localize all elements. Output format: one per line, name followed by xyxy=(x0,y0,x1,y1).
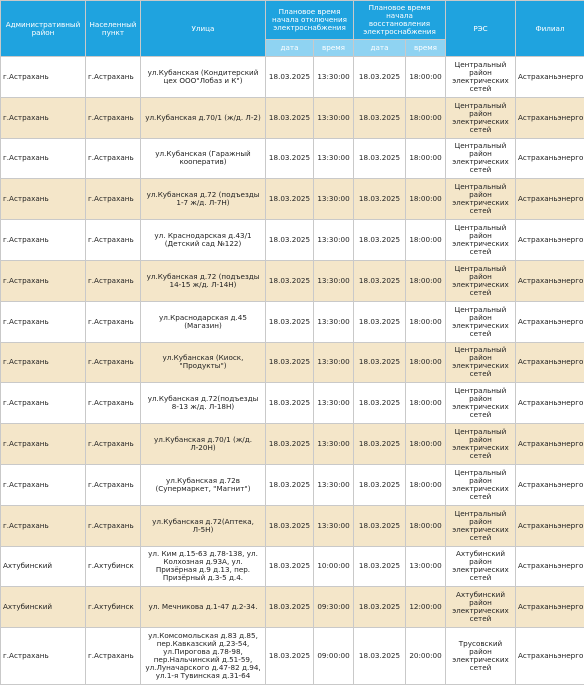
street-cell: ул.Кубанская д.72в (Супермаркет, "Магнит") xyxy=(141,464,266,505)
locality-cell: г.Ахтубинск xyxy=(86,546,141,587)
on-time-cell: 12:00:00 xyxy=(406,587,446,628)
on-time-cell: 18:00:00 xyxy=(406,464,446,505)
res-cell: Трусовский район электрических сетей xyxy=(446,628,516,685)
locality-cell: г.Астрахань xyxy=(86,342,141,383)
locality-cell: г.Астрахань xyxy=(86,260,141,301)
table-row xyxy=(1,179,584,220)
on-date-cell: 18.03.2025 xyxy=(354,342,406,383)
table-row xyxy=(1,301,584,342)
on-date-cell: 18.03.2025 xyxy=(354,383,406,424)
branch-cell: Астраханьэнерго xyxy=(516,57,584,98)
table-row xyxy=(1,260,584,301)
header-res: РЭС xyxy=(446,1,516,57)
district-cell: г.Астрахань xyxy=(1,383,86,424)
on-date-cell: 18.03.2025 xyxy=(354,260,406,301)
res-cell: Центральный район электрических сетей xyxy=(446,342,516,383)
table-row xyxy=(1,587,584,628)
off-date-cell: 18.03.2025 xyxy=(266,587,314,628)
on-time-cell: 18:00:00 xyxy=(406,383,446,424)
district-cell: г.Астрахань xyxy=(1,301,86,342)
off-time-cell: 13:30:00 xyxy=(314,342,354,383)
res-cell: Центральный район электрических сетей xyxy=(446,464,516,505)
street-cell: ул.Кубанская (Гаражный кооператив) xyxy=(141,138,266,179)
branch-cell: Астраханьэнерго xyxy=(516,546,584,587)
off-date-cell: 18.03.2025 xyxy=(266,383,314,424)
off-time-cell: 13:30:00 xyxy=(314,464,354,505)
off-time-cell: 13:30:00 xyxy=(314,383,354,424)
on-date-cell: 18.03.2025 xyxy=(354,628,406,685)
subheader-off-time: время xyxy=(314,40,354,57)
off-date-cell: 18.03.2025 xyxy=(266,301,314,342)
res-cell: Центральный район электрических сетей xyxy=(446,220,516,261)
table-row xyxy=(1,342,584,383)
branch-cell: Астраханьэнерго xyxy=(516,301,584,342)
street-cell: ул.Кубанская д.70/1 (ж/д. Л-2) xyxy=(141,97,266,138)
table-row xyxy=(1,138,584,179)
branch-cell: Астраханьэнерго xyxy=(516,424,584,465)
on-time-cell: 20:00:00 xyxy=(406,628,446,685)
branch-cell: Астраханьэнерго xyxy=(516,628,584,685)
off-date-cell: 18.03.2025 xyxy=(266,342,314,383)
locality-cell: г.Астрахань xyxy=(86,97,141,138)
branch-cell: Астраханьэнерго xyxy=(516,505,584,546)
locality-cell: г.Астрахань xyxy=(86,628,141,685)
off-date-cell: 18.03.2025 xyxy=(266,424,314,465)
header-on-time: Плановое время начала восстановления электроснабжения xyxy=(354,1,446,40)
res-cell: Центральный район электрических сетей xyxy=(446,260,516,301)
res-cell: Центральный район электрических сетей xyxy=(446,301,516,342)
district-cell: Ахтубинский xyxy=(1,587,86,628)
street-cell: ул.Кубанская д.72(подъезды 8-13 ж/д. Л-18Н) xyxy=(141,383,266,424)
res-cell: Центральный район электрических сетей xyxy=(446,424,516,465)
off-time-cell: 13:30:00 xyxy=(314,179,354,220)
on-date-cell: 18.03.2025 xyxy=(354,301,406,342)
on-date-cell: 18.03.2025 xyxy=(354,220,406,261)
table-row xyxy=(1,97,584,138)
table-row xyxy=(1,57,584,98)
on-date-cell: 18.03.2025 xyxy=(354,57,406,98)
on-time-cell: 18:00:00 xyxy=(406,260,446,301)
on-time-cell: 18:00:00 xyxy=(406,57,446,98)
on-time-cell: 18:00:00 xyxy=(406,179,446,220)
table-row xyxy=(1,546,584,587)
street-cell: ул.Комсомольская д.83 д.85, пер.Кавказский д.23-54, ул.Пирогова д.78-98, пер.Нальчинский д.51-59, ул.Луначарского д.47-82 д.94, ул.1-я Тувинская д.31-64 xyxy=(141,628,266,685)
locality-cell: г.Ахтубинск xyxy=(86,587,141,628)
off-time-cell: 13:30:00 xyxy=(314,138,354,179)
locality-cell: г.Астрахань xyxy=(86,383,141,424)
off-date-cell: 18.03.2025 xyxy=(266,546,314,587)
table-row xyxy=(1,464,584,505)
district-cell: г.Астрахань xyxy=(1,424,86,465)
on-time-cell: 18:00:00 xyxy=(406,97,446,138)
district-cell: г.Астрахань xyxy=(1,138,86,179)
district-cell: г.Астрахань xyxy=(1,342,86,383)
branch-cell: Астраханьэнерго xyxy=(516,260,584,301)
street-cell: ул. Мечникова д.1-47 д.2-34. xyxy=(141,587,266,628)
on-time-cell: 13:00:00 xyxy=(406,546,446,587)
district-cell: г.Астрахань xyxy=(1,464,86,505)
street-cell: ул.Кубанская д.70/1 (ж/д. Л-20Н) xyxy=(141,424,266,465)
on-date-cell: 18.03.2025 xyxy=(354,424,406,465)
res-cell: Центральный район электрических сетей xyxy=(446,57,516,98)
on-date-cell: 18.03.2025 xyxy=(354,97,406,138)
off-time-cell: 13:30:00 xyxy=(314,505,354,546)
table-row xyxy=(1,220,584,261)
branch-cell: Астраханьэнерго xyxy=(516,179,584,220)
on-date-cell: 18.03.2025 xyxy=(354,138,406,179)
locality-cell: г.Астрахань xyxy=(86,57,141,98)
header-street: Улица xyxy=(141,1,266,57)
table-row xyxy=(1,628,584,685)
on-date-cell: 18.03.2025 xyxy=(354,505,406,546)
branch-cell: Астраханьэнерго xyxy=(516,342,584,383)
res-cell: Центральный район электрических сетей xyxy=(446,383,516,424)
res-cell: Ахтубинский район электрических сетей xyxy=(446,587,516,628)
on-time-cell: 18:00:00 xyxy=(406,505,446,546)
res-cell: Ахтубинский район электрических сетей xyxy=(446,546,516,587)
street-cell: ул.Кубанская д.72 (подъезды 1-7 ж/д. Л-7Н) xyxy=(141,179,266,220)
off-date-cell: 18.03.2025 xyxy=(266,464,314,505)
district-cell: г.Астрахань xyxy=(1,505,86,546)
street-cell: ул. Краснодарская д.43/1 (Детский сад №122) xyxy=(141,220,266,261)
on-time-cell: 18:00:00 xyxy=(406,301,446,342)
off-time-cell: 13:30:00 xyxy=(314,97,354,138)
on-time-cell: 18:00:00 xyxy=(406,220,446,261)
off-date-cell: 18.03.2025 xyxy=(266,138,314,179)
header-branch: Филиал xyxy=(516,1,584,57)
district-cell: г.Астрахань xyxy=(1,179,86,220)
res-cell: Центральный район электрических сетей xyxy=(446,138,516,179)
branch-cell: Астраханьэнерго xyxy=(516,587,584,628)
locality-cell: г.Астрахань xyxy=(86,424,141,465)
subheader-on-time: время xyxy=(406,40,446,57)
on-date-cell: 18.03.2025 xyxy=(354,587,406,628)
locality-cell: г.Астрахань xyxy=(86,301,141,342)
locality-cell: г.Астрахань xyxy=(86,220,141,261)
subheader-on-date: дата xyxy=(354,40,406,57)
on-time-cell: 18:00:00 xyxy=(406,342,446,383)
off-date-cell: 18.03.2025 xyxy=(266,179,314,220)
off-time-cell: 13:30:00 xyxy=(314,424,354,465)
off-date-cell: 18.03.2025 xyxy=(266,220,314,261)
branch-cell: Астраханьэнерго xyxy=(516,138,584,179)
locality-cell: г.Астрахань xyxy=(86,179,141,220)
locality-cell: г.Астрахань xyxy=(86,138,141,179)
off-time-cell: 09:00:00 xyxy=(314,628,354,685)
on-date-cell: 18.03.2025 xyxy=(354,546,406,587)
district-cell: г.Астрахань xyxy=(1,260,86,301)
off-time-cell: 09:30:00 xyxy=(314,587,354,628)
district-cell: г.Астрахань xyxy=(1,97,86,138)
district-cell: г.Астрахань xyxy=(1,220,86,261)
off-time-cell: 13:30:00 xyxy=(314,220,354,261)
res-cell: Центральный район электрических сетей xyxy=(446,505,516,546)
locality-cell: г.Астрахань xyxy=(86,505,141,546)
street-cell: ул.Кубанская д.72(Аптека, Л-5Н) xyxy=(141,505,266,546)
on-date-cell: 18.03.2025 xyxy=(354,179,406,220)
subheader-off-date: дата xyxy=(266,40,314,57)
off-time-cell: 13:30:00 xyxy=(314,260,354,301)
off-date-cell: 18.03.2025 xyxy=(266,57,314,98)
off-date-cell: 18.03.2025 xyxy=(266,97,314,138)
header-locality: Населенный пункт xyxy=(86,1,141,57)
on-time-cell: 18:00:00 xyxy=(406,424,446,465)
street-cell: ул. Ким д.15-63 д.78-138, ул. Колхозная д.93А, ул. Призёрная д.9 д.13, пер. Призёрный д.3-5 д.4. xyxy=(141,546,266,587)
street-cell: ул.Кубанская (Кондитерский цех ООО"Лобаз и К") xyxy=(141,57,266,98)
off-date-cell: 18.03.2025 xyxy=(266,260,314,301)
off-time-cell: 13:30:00 xyxy=(314,57,354,98)
district-cell: г.Астрахань xyxy=(1,57,86,98)
off-date-cell: 18.03.2025 xyxy=(266,505,314,546)
street-cell: ул.Кубанская д.72 (подъезды 14-15 ж/д. Л-14Н) xyxy=(141,260,266,301)
table-row xyxy=(1,424,584,465)
header-off-time: Плановое время начала отключения электроснабжения xyxy=(266,1,354,40)
on-time-cell: 18:00:00 xyxy=(406,138,446,179)
off-time-cell: 13:30:00 xyxy=(314,301,354,342)
res-cell: Центральный район электрических сетей xyxy=(446,97,516,138)
table-row xyxy=(1,383,584,424)
header-district: Административный район xyxy=(1,1,86,57)
district-cell: г.Астрахань xyxy=(1,628,86,685)
district-cell: Ахтубинский xyxy=(1,546,86,587)
branch-cell: Астраханьэнерго xyxy=(516,97,584,138)
branch-cell: Астраханьэнерго xyxy=(516,383,584,424)
table-row xyxy=(1,505,584,546)
off-time-cell: 10:00:00 xyxy=(314,546,354,587)
off-date-cell: 18.03.2025 xyxy=(266,628,314,685)
branch-cell: Астраханьэнерго xyxy=(516,220,584,261)
res-cell: Центральный район электрических сетей xyxy=(446,179,516,220)
branch-cell: Астраханьэнерго xyxy=(516,464,584,505)
street-cell: ул.Краснодарская д.45 (Магазин) xyxy=(141,301,266,342)
street-cell: ул.Кубанская (Киоск, "Продукты") xyxy=(141,342,266,383)
locality-cell: г.Астрахань xyxy=(86,464,141,505)
on-date-cell: 18.03.2025 xyxy=(354,464,406,505)
